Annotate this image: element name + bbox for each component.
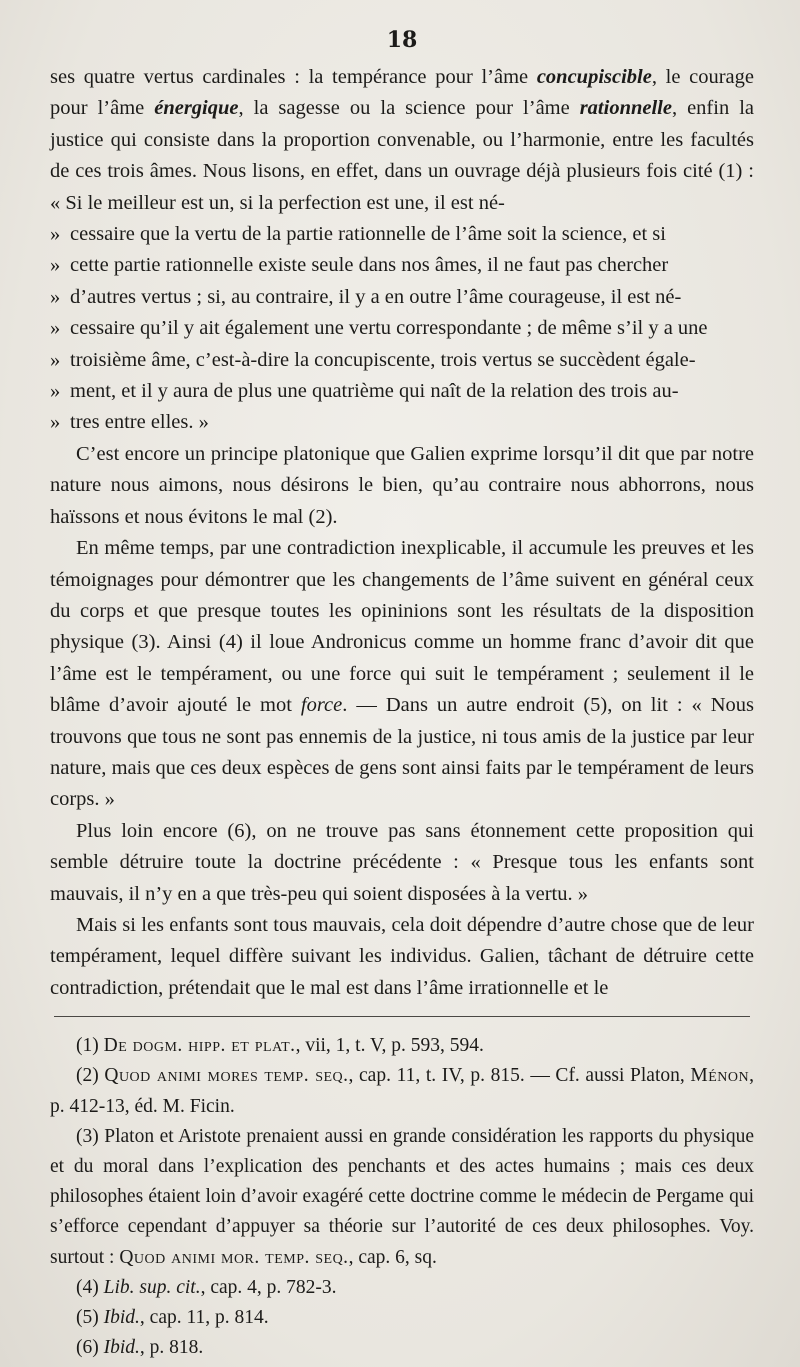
paragraph-5: Mais si les enfants sont tous mauvais, cela doit dépendre d’autre chose que de leur tempérament, lequel diffère suivant les individus. Galien, tâchant de détruire cette contradiction, prétendait que le mal est dans l’âme irrationnelle et le <box>50 913 754 999</box>
footnote-4: (4) Lib. sup. cit., cap. 4, p. 782-3. <box>76 1276 337 1298</box>
quote-line: » d’autres vertus ; si, au contraire, il y a en outre l’âme courageuse, il est né- <box>50 285 682 308</box>
paragraph-4: Plus loin encore (6), on ne trouve pas sans étonnement cette proposition qui semble détruire toute la doctrine précédente : « Presque tous les enfants sont mauvais, il n’y en a que très-peu qui soient disposées à la vertu. » <box>50 819 754 905</box>
footnotes <box>50 1031 754 1363</box>
quote-line: » cessaire que la vertu de la partie rationnelle de l’âme soit la science, et si <box>50 223 666 246</box>
footnote-6: (6) Ibid., p. 818. <box>76 1337 204 1359</box>
footnote-divider <box>54 1016 750 1017</box>
footnote-5: (5) Ibid., cap. 11, p. 814. <box>76 1307 269 1329</box>
term-force: force <box>300 694 343 717</box>
quote-line: » cessaire qu’il y ait également une vertu correspondante ; de même s’il y a une <box>50 317 708 340</box>
footnote-1: (1) De dogm. hipp. et plat., vii, 1, t. V, p. 593, 594. <box>76 1035 484 1057</box>
footnote-2: (2) Quod animi mores temp. seq., cap. 11, t. IV, p. 815. — Cf. aussi Platon, Ménon, p. 412-13, éd. M. Ficin. <box>50 1065 754 1117</box>
quote-line: » troisième âme, c’est-à-dire la concupiscente, trois vertus se succèdent égale- <box>50 348 696 371</box>
footnote-3: (3) Platon et Aristote prenaient aussi en grande considération les rapports du physique et du moral dans l’explication des penchants et des actes humains ; mais ces deux philosophes étaient loin d’avoir exagéré cette doctrine comme le médecin de Pergame qui s’efforce cependant d’appuyer sa théorie sur l’autorité de ces deux philosophes. Voy. surtout : Quod animi mor. temp. seq., cap. 6, sq. <box>50 1125 754 1268</box>
paragraph-1: ses quatre vertus cardinales : la tempérance pour l’âme concupiscible, le courage pour l’âme énergique, la sagesse ou la science pour l’âme rationnelle, enfin la justice qui consiste dans la proportion convenable, ou l’harmonie, entre les facultés de ces trois âmes. Nous lisons, en effet, dans un ouvrage déjà plusieurs fois cité (1) : « Si le meilleur est un, si la perfection est une, il est né- <box>50 66 754 214</box>
quote-line: » ment, et il y aura de plus une quatrième qui naît de la relation des trois au- <box>50 380 679 403</box>
block-quote <box>50 219 754 439</box>
term-rationnelle: rationnelle <box>579 97 672 120</box>
main-text <box>50 62 754 1004</box>
quote-line: » cette partie rationnelle existe seule dans nos âmes, il ne faut pas chercher <box>50 254 669 277</box>
paragraph-3: En même temps, par une contradiction inexplicable, il accumule les preuves et les témoignages pour démontrer que les changements de l’âme suivent en général ceux du corps et que presque toutes les opininions sont les résultats de la disposition physique (3). Ainsi (4) il loue Andronicus comme un homme franc d’avoir dit que l’âme est le tempérament, ou une force qui suit le tempérament ; seulement il le blâme d’avoir ajouté le mot force. — Dans un autre endroit (5), on lit : « Nous trouvons que tous ne sont pas ennemis de la justice, ni tous amis de la justice par leur nature, mais que ces deux espèces de gens sont ainsi faits par le tempérament de leurs corps. » <box>50 537 755 811</box>
term-concupiscible: concupiscible <box>536 66 652 88</box>
paragraph-2: C’est encore un principe platonique que Galien exprime lorsqu’il dit que par notre nature nous aimons, nous désirons le bien, qu’au contraire nous abhorrons, nous haïssons et nous évitons le mal (2). <box>50 442 754 528</box>
page-number: 18 <box>386 27 418 53</box>
quote-line: » tres entre elles. » <box>50 411 209 434</box>
term-energique: énergique <box>154 97 239 120</box>
